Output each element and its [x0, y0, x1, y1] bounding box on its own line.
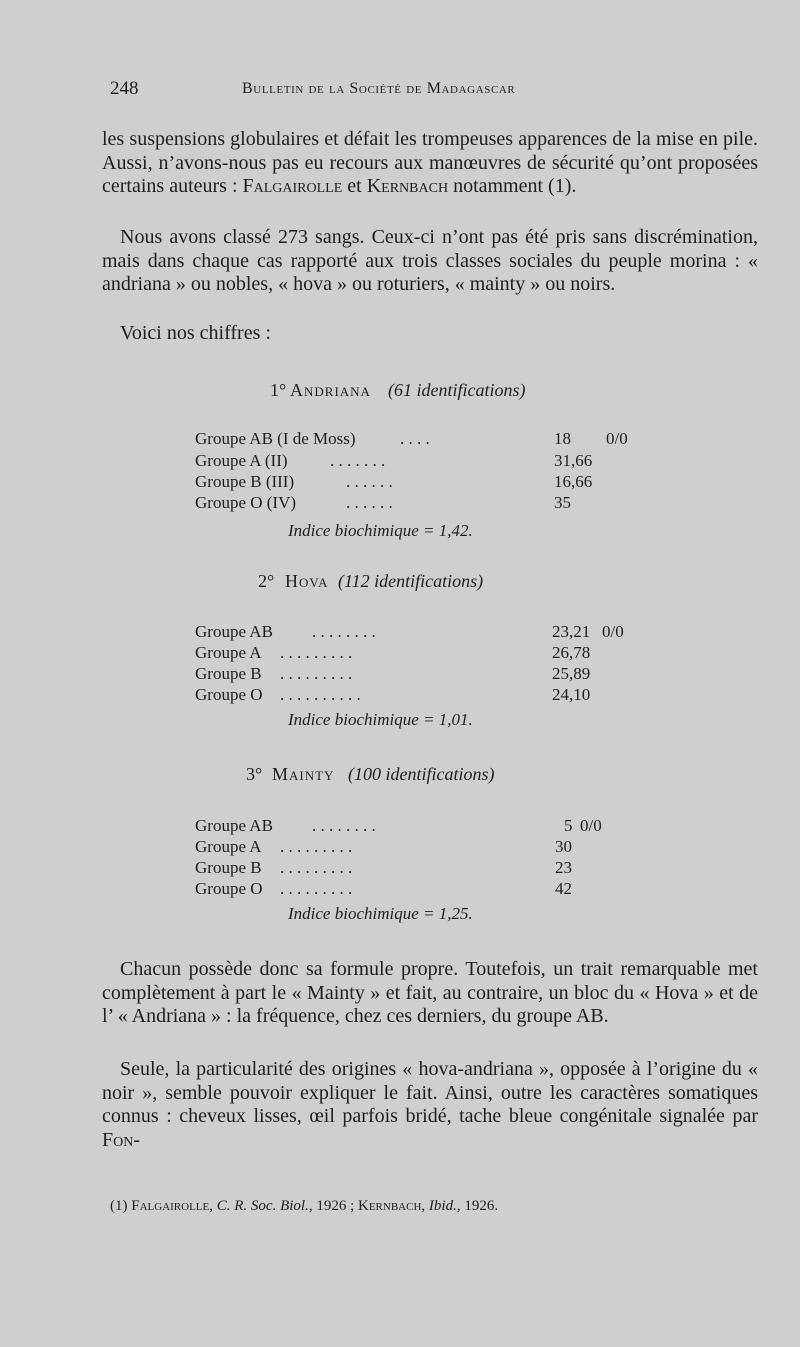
indice-biochimique: Indice biochimique = 1,42.: [288, 521, 473, 540]
page-header: [0, 76, 800, 106]
indice-biochimique: Indice biochimique = 1,01.: [288, 710, 473, 729]
document-page: 248 Bulletin de la Société de Madagascar les suspensions globulaires et défait les trompeuses apparences de la mise en pile. Aussi, n’avons-nous pas eu recours aux manœuvres de sécurité qu’ont proposées certains auteurs : Falgairolle et Kernbach notamment (1). Nous avons classé 273 sangs. Ceux-ci n’ont pas été pris sans discrémination, mais dans chaque cas rapporté aux trois classes sociales du peuple morina : « andriana » ou nobles, « hova » ou roturiers, « mainty » ou noirs. Voici nos chiffres : 1° Andriana (61 identifications) Groupe AB (I de Moss) . . . . 18 0/0 Groupe A (II) . . . . . . . 31,66 Groupe B (III) . . . . . . 16,66 Groupe O (IV) . . . . . . 35 Indice biochimique = 1,42. 2° Hova (112 identifications) Groupe AB . . . . . . . . 23,21 0/0 Groupe A . . . . . . . . . 26,78 Groupe B . . . . . . . . . 25,89 Groupe O . . . . . . . . . . 24,10 Indice biochimique = 1,01. 3° Mainty (100 identifications) Groupe AB . . . . . . . . 5 0/0 Groupe A . . . . . . . . . 30 Groupe B . . . . . . . . . 23 Groupe O . . . . . . . . . 42 Indice biochimique = 1,25. Chacun possède donc sa formule propre. Toutefois, un trait remarquable met complètement à part le « Mainty » et fait, au contraire, un bloc du « Hova » et de l’ « Andriana » : la fréquence, chez ces derniers, du groupe AB. Seule, la particularité des origines « hova-andriana », opposée à l’origine du « noir », semble pouvoir expliquer le fait. Ainsi, outre les caractères somatiques connus : cheveux lisses, œil parfois bridé, tache bleue congénitale signalée par Fon- (1) Falgairolle, C. R. Soc. Biol., 1926 ; Kernbach, Ibid., 1926.: [0, 0, 800, 1347]
paragraph-3: Voici nos chiffres :: [120, 322, 271, 344]
table-row: Groupe A (II) . . . . . . . 31,66: [195, 451, 593, 470]
table-row: Groupe O . . . . . . . . . 42: [195, 879, 572, 898]
author-name: Fon-: [102, 1128, 141, 1151]
indice-biochimique: Indice biochimique = 1,25.: [288, 904, 473, 923]
table-row: Groupe B . . . . . . . . . 25,89: [195, 664, 591, 683]
table-row: Groupe AB . . . . . . . . 5 0/0: [195, 816, 602, 835]
page-number: 248: [110, 78, 139, 99]
paragraph-5: Seule, la particularité des origines « hova-andriana », opposée à l’origine du « noir », semble pouvoir expliquer le fait. Ainsi, outre les caractères somatiques connus : cheveux lisses, œil parfois bridé, tache bleue congénitale signalée par Fon-: [102, 1058, 758, 1151]
author-name: Kernbach: [366, 175, 449, 198]
table-row: Groupe AB (I de Moss) . . . . 18 0/0: [195, 429, 628, 448]
table-row: Groupe B . . . . . . . . . 23: [195, 858, 572, 877]
table-row: Groupe O (IV) . . . . . . 35: [195, 493, 571, 512]
paragraph-4: Chacun possède donc sa formule propre. Toutefois, un trait remarquable met complètement à part le « Mainty » et fait, au contraire, un bloc du « Hova » et de l’ « Andriana » : la fréquence, chez ces derniers, du groupe AB.: [102, 958, 758, 1028]
table-row: Groupe AB . . . . . . . . 23,21 0/0: [195, 622, 624, 641]
paragraph-2: Nous avons classé 273 sangs. Ceux-ci n’ont pas été pris sans discrémination, mais dans chaque cas rapporté aux trois classes sociales du peuple morina : « andriana » ou nobles, « hova » ou roturiers, « mainty » ou noirs.: [102, 226, 758, 296]
running-title: Bulletin de la Société de Madagascar: [242, 80, 516, 97]
table-row: Groupe A . . . . . . . . . 30: [195, 837, 572, 856]
paragraph-1: les suspensions globulaires et défait les trompeuses apparences de la mise en pile. Aussi, n’avons-nous pas eu recours aux manœuvres de sécurité qu’ont proposées certains auteurs : Falgairolle et Kernbach notamment (1).: [102, 128, 758, 198]
footnote: (1) Falgairolle, C. R. Soc. Biol., 1926 ; Kernbach, Ibid., 1926.: [110, 1198, 499, 1214]
table-row: Groupe A . . . . . . . . . 26,78: [195, 643, 591, 662]
author-name: Falgairolle: [242, 175, 343, 198]
table-row: Groupe O . . . . . . . . . . 24,10: [195, 685, 591, 704]
table-row: Groupe B (III) . . . . . . 16,66: [195, 472, 593, 491]
